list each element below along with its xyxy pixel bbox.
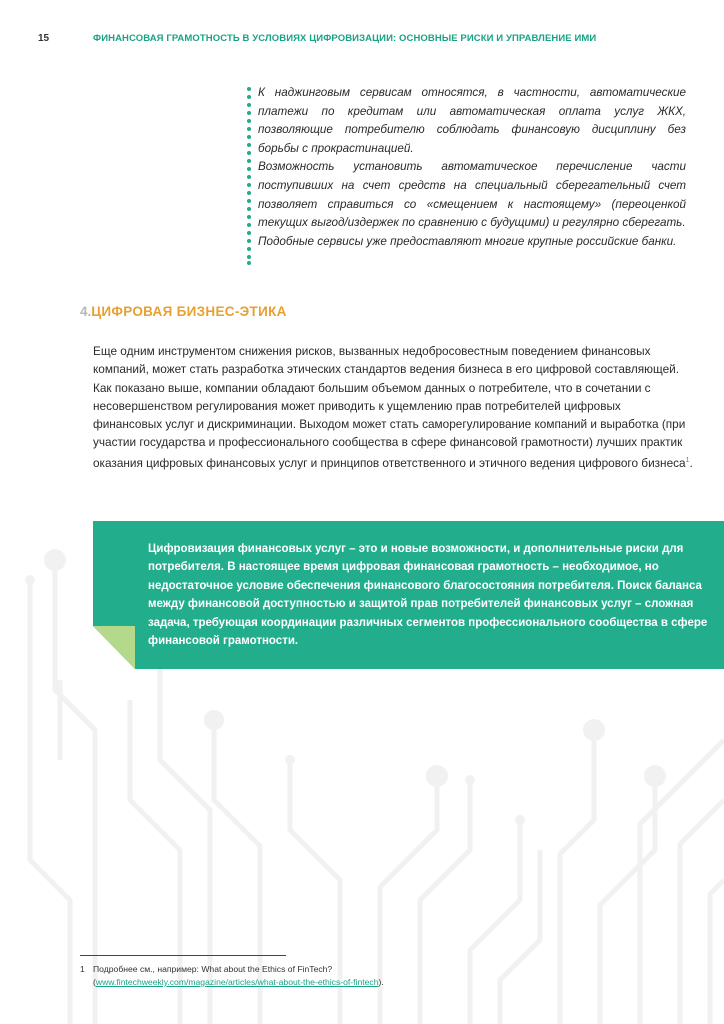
quote-paragraph: К наджинговым сервисам относятся, в частности, автоматические платежи по кредитам или автоматическая оплата услуг ЖКХ, позволяющие потребителю соблюдать финансовую дисциплину без борьбы с прокрастинацией. <box>258 86 686 155</box>
callout-text: Цифровизация финансовых услуг – это и новые возможности, и дополнительные риски для потребителя. В настоящее время цифровая финансовая грамотность – необходимое, но недостаточное условие обеспечения финансового благосостояния потребителя. Поиск баланса между финансовой доступностью и защитой прав потребителей финансовых услуг – сложная задача, требующая координации различных сегментов профессионального сообщества в сфере финансовой грамотности. <box>148 543 708 648</box>
quote-paragraph: Подобные сервисы уже предоставляют многие крупные российские банки. <box>258 234 677 248</box>
footnote-link-open: ( <box>93 977 96 987</box>
footnote-reference[interactable]: 1 <box>685 456 690 464</box>
section-number: 4. <box>80 304 92 319</box>
callout-box <box>93 521 724 669</box>
quote-text <box>258 84 686 251</box>
dotted-rule <box>246 86 252 266</box>
callout-fold-corner <box>93 521 135 669</box>
footnote-text: Подробнее см., например: What about the Ethics of FinTech? <box>93 964 333 974</box>
section-title: ЦИФРОВАЯ БИЗНЕС-ЭТИКА <box>91 304 287 319</box>
page-number: 15 <box>38 33 50 44</box>
footnote <box>80 963 600 989</box>
body-text: Еще одним инструментом снижения рисков, вызванных недобросовестным поведением финансовых компаний, может стать разработка этических стандартов ведения бизнеса в его цифровой составляющей. Как показано выше, компании обладают большим объемом данных о потребителе, что в сочетании с несовершенством регулирования может приводить к ущемлению прав потребителей цифровых финансовых услуг и дискриминации. Выходом может стать саморегулирование компаний и выработка (при участии государства и профессионального сообщества в сфере финансовой грамотности) лучших практик оказания цифровых финансовых услуг и принципов ответственного и этичного ведения цифрового бизнеса <box>93 344 686 470</box>
body-end: . <box>689 455 693 470</box>
section-heading <box>80 304 287 319</box>
body-paragraph <box>93 342 693 472</box>
sidebar-quote <box>246 84 686 251</box>
quote-paragraph: Возможность установить автоматическое перечисление части поступивших на счет средств на специальный сберегательный счет позволяет справиться со «смещением к настоящему» (переоценкой текущих выгод/издержек по сравнению с будущими) и регулярно сберегать. <box>258 160 686 230</box>
footnote-divider <box>80 955 286 956</box>
footnote-link-close: ). <box>378 977 384 987</box>
running-header-title: ФИНАНСОВАЯ ГРАМОТНОСТЬ В УСЛОВИЯХ ЦИФРОВИЗАЦИИ: ОСНОВНЫЕ РИСКИ И УПРАВЛЕНИЕ ИМИ <box>93 33 597 44</box>
footnote-number: 1 <box>80 964 85 974</box>
footnote-link[interactable]: www.fintechweekly.com/magazine/articles/what-about-the-ethics-of-fintech <box>95 977 379 987</box>
